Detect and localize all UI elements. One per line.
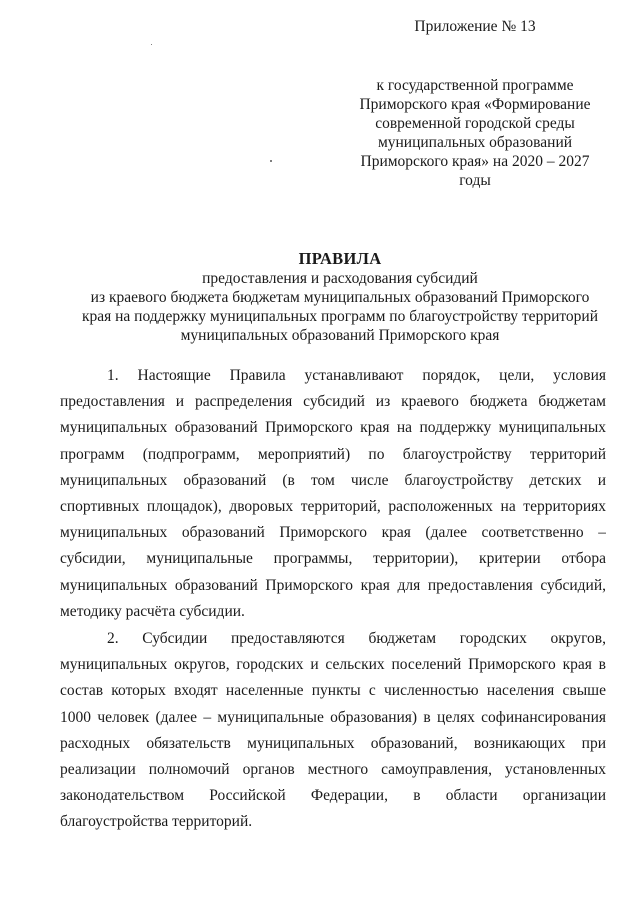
- document-title: [60, 249, 620, 345]
- paragraph-line: предоставления и распределения субсидий из краевого бюджета бюджетам: [60, 393, 606, 411]
- appendix-line: Приморского края «Формирование: [359, 96, 591, 113]
- paragraph-line: реализации полномочий органов местного самоуправления, установленных: [60, 760, 606, 778]
- paragraph-line: спортивных площадок), дворовых территорий, расположенных на территориях: [60, 497, 606, 515]
- paragraph-line: законодательством Российской Федерации, в области организации: [60, 787, 606, 805]
- paragraph-line: 1. Настоящие Правила устанавливают порядок, цели, условия: [107, 367, 606, 384]
- paragraph-line: 1000 человек (далее – муниципальные образования) в целях софинансирования: [60, 708, 606, 726]
- appendix-line: муниципальных образований: [377, 134, 573, 151]
- paragraph-line: состав которых входят населенные пункты с численностью населения свыше: [60, 682, 606, 700]
- appendix-line: современной городской среды: [375, 115, 575, 132]
- appendix-line: Приморского края» на 2020 – 2027: [360, 153, 590, 170]
- title-subline: из краевого бюджета бюджетам муниципальных образований Приморского: [90, 289, 590, 306]
- appendix-line: годы: [459, 172, 491, 189]
- paragraph-line: программ (подпрограмм, мероприятий) по благоустройству территорий: [60, 445, 606, 463]
- scan-speck: [270, 160, 272, 162]
- title-heading: ПРАВИЛА: [298, 249, 382, 268]
- paragraph-line: расходных обязательств муниципальных образований, возникающих при: [60, 734, 606, 752]
- title-subline: края на поддержку муниципальных программ по благоустройству территорий: [81, 308, 599, 325]
- appendix-number: Приложение № 13: [414, 18, 536, 35]
- paragraph-line: 2. Субсидии предоставляются бюджетам городских округов,: [107, 630, 606, 647]
- paragraph-line-last: благоустройства территорий.: [60, 813, 253, 831]
- paragraph-line: муниципальных образований Приморского края на поддержку муниципальных: [60, 419, 606, 437]
- scan-speck: [151, 44, 152, 45]
- appendix-reference: [355, 76, 595, 190]
- paragraph-2: [60, 626, 606, 836]
- paragraph-line: муниципальных образований (в том числе благоустройству детских и: [60, 471, 606, 489]
- paragraph-1: [60, 363, 606, 625]
- title-subline: предоставления и расходования субсидий: [202, 270, 478, 287]
- title-subline: муниципальных образований Приморского края: [180, 327, 500, 344]
- paragraph-line: муниципальных образований Приморского края (далее соответственно –: [60, 524, 606, 542]
- paragraph-line-last: методику расчёта субсидии.: [60, 602, 245, 620]
- paragraph-line: муниципальных образований Приморского края для предоставления субсидий,: [60, 576, 606, 594]
- paragraph-line: субсидии, муниципальные программы, территории), критерии отбора: [60, 550, 606, 568]
- paragraph-line: муниципальных округов, городских и сельских поселений Приморского края в: [60, 656, 606, 674]
- appendix-line: к государственной программе: [376, 77, 574, 94]
